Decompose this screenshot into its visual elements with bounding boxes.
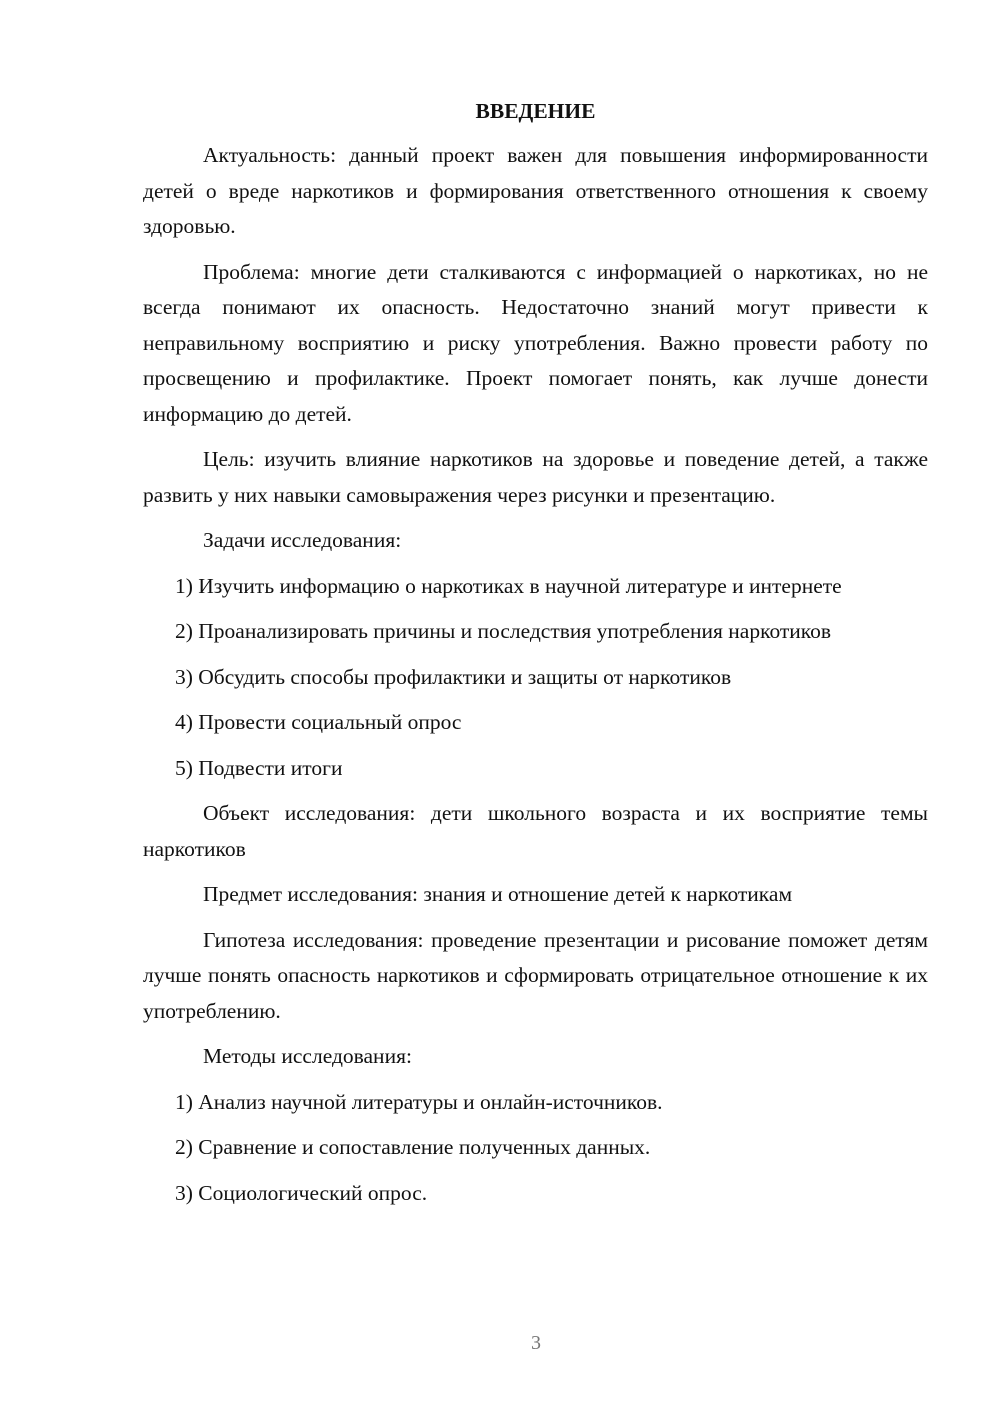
hypothesis-paragraph: Гипотеза исследования: проведение презентации и рисование поможет детям лучше понять опасность наркотиков и сформировать отрицательное отношение к их употреблению. [143, 927, 928, 1023]
method-item-2: 2) Сравнение и сопоставление полученных данных. [175, 1135, 651, 1159]
relevance-paragraph: Актуальность: данный проект важен для повышения информированности детей о вреде наркотиков и формирования ответственного отношения к своему здоровью. [143, 143, 928, 238]
object-paragraph: Объект исследования: дети школьного возраста и их восприятие темы наркотиков [143, 801, 928, 861]
task-item-4: 4) Провести социальный опрос [175, 710, 462, 734]
problem-paragraph: Проблема: многие дети сталкиваются с информацией о наркотиках, но не всегда понимают их опасность. Недостаточно знаний могут привести к неправильному восприятию и риску употребления. Важно провести работу по просвещению и профилактике. Проект помогает понять, как лучше донести информацию до детей. [143, 259, 928, 426]
subject-paragraph: Предмет исследования: знания и отношение детей к наркотикам [203, 882, 793, 906]
task-item-1: 1) Изучить информацию о наркотиках в научной литературе и интернете [175, 573, 842, 598]
document-body [143, 94, 928, 1221]
methods-heading: Методы исследования: [203, 1044, 412, 1068]
page-title: ВВЕДЕНИЕ [475, 99, 596, 123]
task-item-3: 3) Обсудить способы профилактики и защиты от наркотиков [175, 664, 732, 689]
goal-paragraph: Цель: изучить влияние наркотиков на здоровье и поведение детей, а также развить у них навыки самовыражения через рисунки и презентацию. [143, 447, 928, 507]
method-item-3: 3) Социологический опрос. [175, 1180, 428, 1205]
tasks-heading: Задачи исследования: [203, 528, 402, 552]
task-item-5: 5) Подвести итоги [175, 755, 343, 780]
page-number: 3 [531, 1332, 541, 1354]
method-item-1: 1) Анализ научной литературы и онлайн-источников. [175, 1089, 663, 1114]
task-item-2: 2) Проанализировать причины и последствия употребления наркотиков [175, 619, 832, 643]
